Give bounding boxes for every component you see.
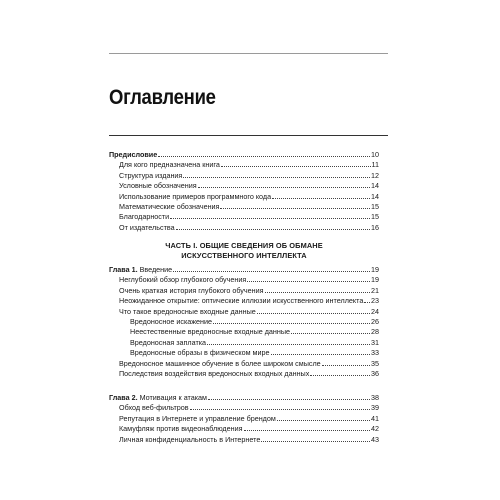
toc-entry-title: Личная конфиденциальность в Интернете [119, 434, 261, 444]
part-heading [109, 241, 379, 261]
dot-leader [277, 414, 370, 421]
dot-leader [322, 359, 370, 366]
toc-entry[interactable] [109, 307, 379, 317]
dot-leader [213, 317, 370, 324]
toc-entry[interactable] [109, 403, 379, 413]
toc-entry[interactable] [109, 223, 379, 233]
toc-entry[interactable] [109, 192, 379, 202]
top-rule [109, 53, 388, 54]
toc-entry[interactable] [109, 435, 379, 445]
toc-entry[interactable] [109, 181, 379, 191]
page-number: 12 [371, 170, 379, 180]
page-number: 24 [371, 306, 379, 316]
dot-leader [173, 265, 370, 272]
toc-entry-title: Благодарности [119, 212, 170, 222]
page-number: 14 [371, 191, 379, 201]
toc-entry[interactable] [109, 212, 379, 222]
toc-entry[interactable] [109, 414, 379, 424]
dot-leader [244, 424, 371, 431]
title-rule [109, 135, 388, 136]
page-number: 36 [371, 369, 379, 379]
page-number: 15 [371, 202, 379, 212]
page-number: 11 [371, 160, 379, 170]
toc-entry[interactable] [109, 202, 379, 212]
toc-entry-title: Неожиданное открытие: оптические иллюзии искусственного интеллекта [119, 296, 364, 306]
page-number: 39 [371, 403, 379, 413]
dot-leader [176, 223, 370, 230]
toc-entry[interactable] [109, 369, 379, 379]
toc-entry-title: От издательства [119, 222, 175, 232]
page-number: 35 [371, 358, 379, 368]
dot-leader [190, 403, 370, 410]
toc-entry-title: Условные обозначения [119, 181, 197, 191]
page-number: 23 [371, 296, 379, 306]
toc-chapter-2 [109, 393, 379, 445]
toc-entry-title: Что такое вредоносные входные данные [119, 306, 256, 316]
toc-entry-title: Неглубокий обзор глубокого обучения [119, 275, 247, 285]
chapter-title: Мотивация к атакам [137, 393, 207, 402]
toc-preface-section [109, 150, 379, 233]
page-number: 33 [371, 348, 379, 358]
dot-leader [207, 338, 370, 345]
toc-entry[interactable] [109, 393, 379, 403]
dot-leader [220, 202, 370, 209]
toc-entry[interactable] [109, 317, 379, 327]
page-number: 28 [371, 327, 379, 337]
dot-leader [208, 393, 370, 400]
page-number: 31 [371, 337, 379, 347]
toc-entry[interactable] [109, 327, 379, 337]
dot-leader [364, 296, 370, 303]
toc-entry[interactable] [109, 275, 379, 285]
toc-entry-title: Последствия воздействия вредоносных входных данных [119, 369, 310, 379]
toc-entry-title: Вредоносная заплатка [130, 337, 207, 347]
toc-chapter-1 [109, 265, 379, 379]
toc-entry-title: Предисловие [109, 150, 158, 159]
page-number: 19 [371, 275, 379, 285]
dot-leader [271, 348, 371, 355]
toc-entry[interactable] [109, 348, 379, 358]
toc-entry-title: Для кого предназначена книга [119, 160, 220, 170]
dot-leader [158, 150, 370, 157]
toc-entry-title: Структура издания [119, 170, 183, 180]
page-number: 26 [371, 317, 379, 327]
page-number: 42 [371, 424, 379, 434]
toc-entry[interactable] [109, 338, 379, 348]
page-number: 43 [371, 434, 379, 444]
toc-entry-title: Математические обозначения [119, 202, 220, 212]
toc-entry-title: Вредоносное искажение [130, 317, 213, 327]
toc-entry-title: Обход веб-фильтров [119, 403, 189, 413]
toc-entry-title: Вредоносные образы в физическом мире [130, 348, 270, 358]
toc-entry[interactable] [109, 150, 379, 160]
dot-leader [221, 160, 371, 167]
toc-entry-title: Очень краткая история глубокого обучения [119, 285, 264, 295]
dot-leader [265, 286, 370, 293]
toc-entry[interactable] [109, 424, 379, 434]
toc-entry-title [109, 265, 172, 275]
page-number: 19 [371, 265, 379, 274]
part-heading-line-2: ИСКУССТВЕННОГО ИНТЕЛЛЕКТА [181, 251, 307, 260]
dot-leader [291, 327, 370, 334]
chapter-number: Глава 2. [109, 393, 138, 402]
dot-leader [183, 171, 370, 178]
dot-leader [170, 212, 370, 219]
toc-entry[interactable] [109, 359, 379, 369]
toc-entry-title: Вредоносное машинное обучение в более широком смысле [119, 358, 321, 368]
toc-entry-title [109, 393, 207, 403]
dot-leader [261, 435, 370, 442]
page-title: Оглавление [109, 86, 216, 109]
dot-leader [272, 192, 370, 199]
part-heading-line-1: ЧАСТЬ I. ОБЩИЕ СВЕДЕНИЯ ОБ ОБМАНЕ [165, 241, 323, 250]
page-number: 10 [371, 150, 379, 159]
page-number: 16 [371, 222, 379, 232]
dot-leader [247, 275, 370, 282]
toc-entry-title: Репутация в Интернете и управление брендом [119, 413, 276, 423]
toc-entry[interactable] [109, 286, 379, 296]
page-number: 41 [371, 413, 379, 423]
toc-entry-title: Использование примеров программного кода [119, 191, 272, 201]
chapter-title: Введение [137, 265, 173, 274]
chapter-number: Глава 1. [109, 265, 138, 274]
dot-leader [198, 181, 370, 188]
page-number: 15 [371, 212, 379, 222]
toc-entry[interactable] [109, 265, 379, 275]
toc-entry-title: Камуфляж против видеонаблюдения [119, 424, 243, 434]
dot-leader [257, 307, 370, 314]
page-number: 21 [371, 285, 379, 295]
page-number: 14 [371, 181, 379, 191]
page-number: 38 [371, 393, 379, 402]
dot-leader [310, 369, 370, 376]
toc-entry-title: Неестественные вредоносные входные данные [130, 327, 291, 337]
toc-entry[interactable] [109, 160, 379, 170]
toc-entry[interactable] [109, 171, 379, 181]
toc-entry[interactable] [109, 296, 379, 306]
